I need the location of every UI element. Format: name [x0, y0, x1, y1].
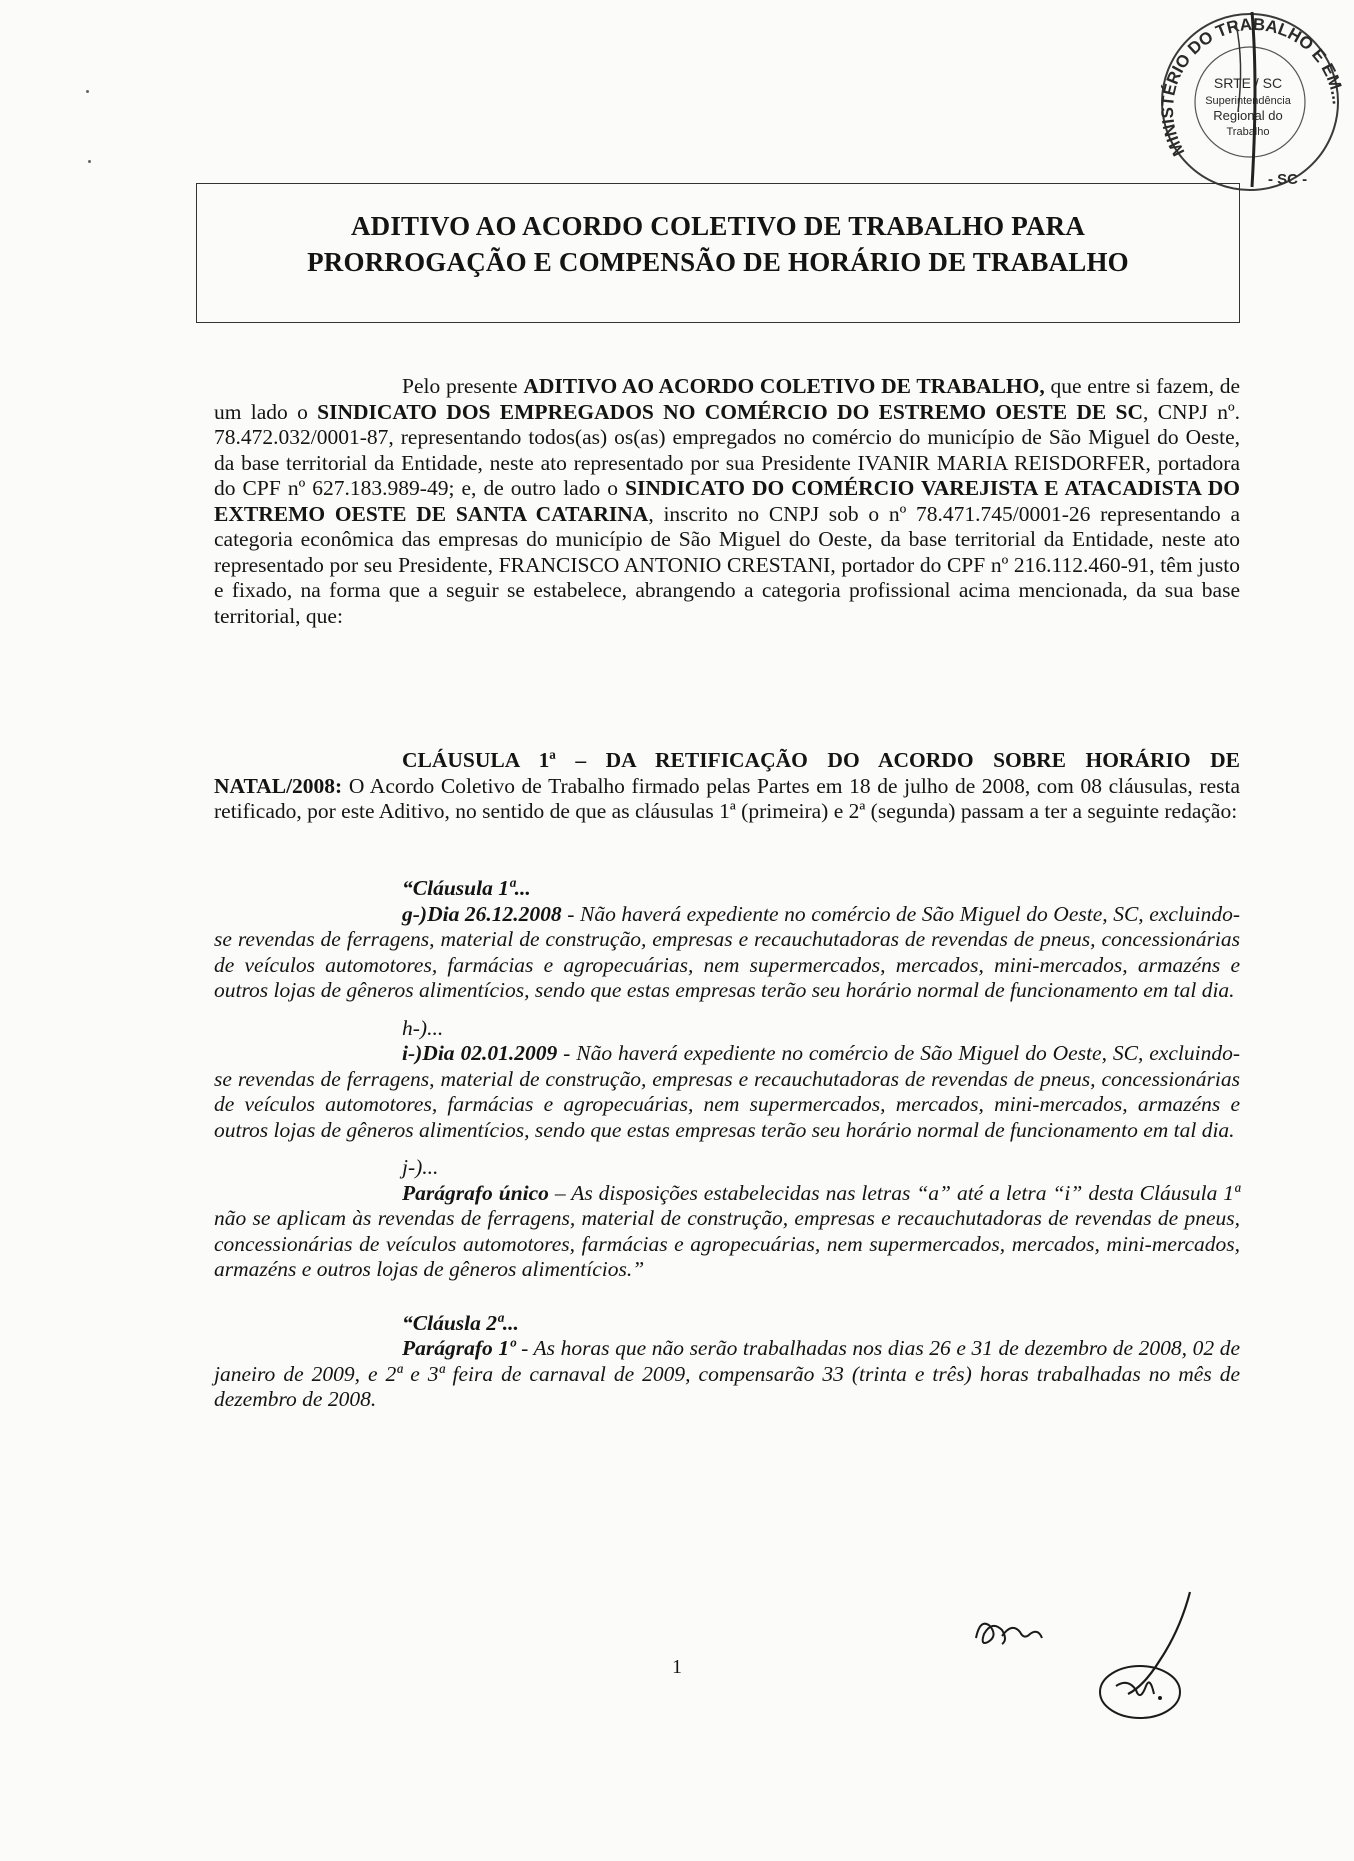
- stamp-ring-text: MINISTÉRIO DO TRABALHO E EM...: [1157, 14, 1348, 160]
- quoted-clauses: [214, 876, 1240, 1413]
- initials-signature: [968, 1608, 1048, 1658]
- title-line-1: ADITIVO AO ACORDO COLETIVO DE TRABALHO PARA: [350, 211, 1086, 241]
- clause-1-body: O Acordo Coletivo de Trabalho firmado pelas Partes em 18 de julho de 2008, com 08 cláusulas, resta retificado, por este Aditivo, no sentido de que as cláusulas 1ª (primeira) e 2ª (segunda) passam a ter a seguinte redação:: [214, 773, 1240, 823]
- page-number: 1: [672, 1656, 682, 1678]
- paragrafo-unico-text: – As disposições estabelecidas nas letras “a” até a letra “i” desta Cláusula 1ª não se aplicam às revendas de ferragens, material de construção, empresas e recauchutadoras de revendas de pneus, concessionárias de veículos automotores, farmácias e agropecuárias, nem supermercados, mercados, mini-mercados, armazéns e outros lojas de gêneros alimentícios.”: [214, 1180, 1240, 1281]
- stamp-line-2: Superintendência: [1205, 95, 1291, 107]
- item-g-text: - Não haverá expediente no comércio de São Miguel do Oeste, SC, excluindo-se revendas de ferragens, material de construção, empresas e recauchutadoras de revendas de pneus, concessionárias de veículos automotores, farmácias e agropecuárias, nem supermercados, mercados, mini-mercados, armazéns e outros lojas de gêneros alimentícios, sendo que estas empresas terão seu horário normal de funcionamento em tal dia.: [214, 901, 1240, 1002]
- title-box: [196, 183, 1240, 323]
- title-line-2: PRORROGAÇÃO E COMPENSÃO DE HORÁRIO DE TRABALHO: [307, 247, 1129, 277]
- item-i-label: i-)Dia 02.01.2009: [402, 1041, 558, 1065]
- item-j: j-)...: [402, 1155, 439, 1179]
- intro-text-2: que entre si fazem, de um lado o: [214, 374, 1240, 424]
- intro-paragraph: [214, 374, 1240, 629]
- intro-text-3: , CNPJ nº. 78.472.032/0001-87, representando todos(as) os(as) empregados no comércio do município de São Miguel do Oeste, da base territorial da Entidade, neste ato representado por sua Presidente IVANIR MARIA REISDORFER, portadora do CPF nº 627.183.989-49; e, de outro lado o: [214, 399, 1240, 500]
- stamp-line-3: Regional do: [1213, 108, 1283, 123]
- quote-clausula-1: “Cláusula 1ª...: [402, 876, 531, 900]
- clause-1: [214, 748, 1240, 825]
- item-g-label: g-)Dia 26.12.2008: [402, 901, 562, 926]
- intro-text-1: Pelo presente: [402, 374, 524, 398]
- stamp-line-4: Trabalho: [1226, 126, 1270, 138]
- paragrafo-1-text: - As horas que não serão trabalhadas nos dias 26 e 31 de dezembro de 2008, 02 de janeiro de 2009, e 2ª e 3ª feira de carnaval de 2009, compensarão 33 (trinta e três) horas trabalhadas no mês de dezembro de 2008.: [214, 1336, 1240, 1411]
- item-i-text: - Não haverá expediente no comércio de São Miguel do Oeste, SC, excluindo-se revendas de ferragens, material de construção, empresas e recauchutadoras de revendas de pneus, concessionárias de veículos automotores, farmácias e agropecuárias, nem supermercados, mercados, mini-mercados, armazéns e outros lojas de gêneros alimentícios, sendo que estas empresas terão seu horário normal de funcionamento em tal dia.: [214, 1041, 1240, 1142]
- intro-text-4: , inscrito no CNPJ sob o nº 78.471.745/0001-26 representando a categoria econômica das empresas do município de São Miguel do Oeste, da base territorial da Entidade, neste ato representado por seu Presidente, FRANCISCO ANTONIO CRESTANI, portador do CPF nº 216.112.460-91, têm justo e fixado, na forma que a seguir se estabelece, abrangendo a categoria profissional acima mencionada, da sua base territorial, que:: [214, 501, 1240, 628]
- intro-bold-2: SINDICATO DOS EMPREGADOS NO COMÉRCIO DO ESTREMO OESTE DE SC: [317, 399, 1144, 424]
- stamp-line-1: SRTE / SC: [1213, 75, 1283, 91]
- intro-bold-3: SINDICATO DO COMÉRCIO VAREJISTA E ATACADISTA DO EXTREMO OESTE DE SANTA CATARINA: [214, 476, 1240, 526]
- clause-1-heading: CLÁUSULA 1ª – DA RETIFICAÇÃO DO ACORDO SOBRE HORÁRIO DE NATAL/2008:: [214, 748, 1240, 798]
- paragrafo-1-label: Parágrafo 1º: [402, 1336, 516, 1360]
- document-title: [197, 208, 1239, 280]
- paragrafo-unico-label: Parágrafo único: [402, 1180, 549, 1205]
- signature: [1080, 1590, 1200, 1720]
- stamp-suffix: - SC -: [1268, 171, 1308, 188]
- ministry-stamp: [1140, 2, 1350, 192]
- intro-bold-1: ADITIVO AO ACORDO COLETIVO DE TRABALHO,: [523, 374, 1045, 398]
- scan-speck: [88, 160, 91, 163]
- item-h: h-)...: [402, 1015, 444, 1040]
- quote-clausula-2: “Cláusla 2ª...: [402, 1310, 519, 1335]
- scan-speck: [86, 90, 89, 93]
